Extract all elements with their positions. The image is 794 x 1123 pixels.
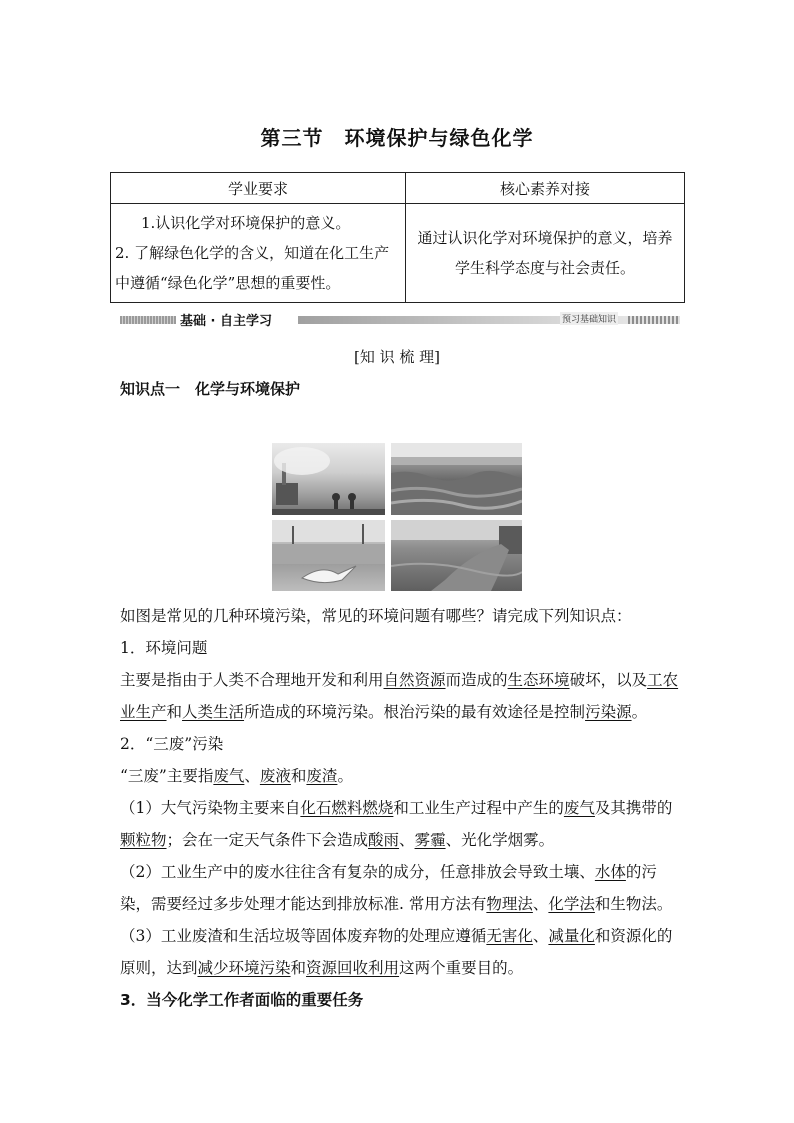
answer-waste-residue: 废渣	[306, 767, 338, 785]
answer-reduce-pollution: 减少环境污染	[197, 959, 291, 977]
core-literacy-cell: 通过认识化学对环境保护的意义，培养学生科学态度与社会责任。	[406, 204, 685, 303]
header-academic-requirements: 学业要求	[111, 173, 406, 204]
text-span: 、	[532, 895, 549, 913]
answer-reduction: 减量化	[548, 927, 595, 945]
heading-environment-problems: 1．环境问题	[120, 639, 208, 657]
paragraph-environment-problems	[120, 664, 680, 728]
text-span: 、	[244, 767, 260, 785]
text-span: 这两个重要目的。	[399, 959, 524, 977]
answer-industrial-agricultural-production: 工农业生产	[120, 671, 679, 721]
answer-chemical-method: 化学法	[548, 895, 595, 913]
requirements-table	[110, 172, 685, 303]
answer-harmless: 无害化	[486, 927, 533, 945]
text-span: 和生物法。	[594, 895, 673, 913]
banner-right-label: 预习基础知识	[560, 312, 618, 325]
answer-human-life: 人类生活	[182, 703, 245, 721]
text-span: 所造成的环境污染。根治污染的最有效途径是控制	[244, 703, 586, 721]
dead-bird-lake-photo	[272, 520, 385, 591]
answer-ecological-environment: 生态环境	[507, 671, 570, 689]
pollution-photo-grid	[272, 443, 522, 591]
answer-fossil-fuel-combustion: 化石燃料燃烧	[300, 799, 394, 817]
answer-waste-gas-2: 废气	[563, 799, 595, 817]
answer-waste-liquid: 废液	[259, 767, 291, 785]
academic-requirements-cell	[111, 204, 406, 303]
text-span: “三废”主要指	[120, 767, 214, 785]
section-subtitle: [知 识 梳 理]	[353, 348, 440, 366]
text-span: 、	[532, 927, 549, 945]
text-span: （3）工业废渣和生活垃圾等固体废弃物的处理应遵循	[120, 927, 487, 945]
text-span: 。	[631, 703, 648, 721]
text-span: 和工业生产过程中产生的	[393, 799, 564, 817]
banner-gradient	[298, 316, 678, 324]
text-span: 和	[290, 767, 307, 785]
section-banner	[120, 312, 680, 328]
text-span: （2）工业生产中的废水往往含有复杂的成分，任意排放会导致土壤、	[120, 863, 595, 881]
text-span: 和资源化的原则，达到	[120, 927, 673, 977]
paragraph-air-pollution	[120, 792, 680, 856]
answer-haze: 雾霾	[414, 831, 446, 849]
banner-right-stripe	[628, 316, 680, 324]
text-span: 、光化学烟雾。	[445, 831, 555, 849]
text-span: 、	[399, 831, 415, 849]
requirement-1: 1.认识化学对环境保护的意义。	[141, 214, 351, 232]
text-span: 和	[166, 703, 183, 721]
paragraph-waste-water	[120, 856, 680, 920]
answer-physical-method: 物理法	[486, 895, 533, 913]
text-span: 破坏，以及	[569, 671, 648, 689]
text-span: 的污染，需要经过多步处理才能达到排放标准. 常用方法有	[120, 863, 657, 913]
answer-water-body: 水体	[594, 863, 626, 881]
answer-particulates: 颗粒物	[120, 831, 167, 849]
banner-left-stripe	[120, 316, 176, 324]
answer-acid-rain: 酸雨	[368, 831, 400, 849]
banner-label: 基础 · 自主学习	[180, 314, 272, 329]
knowledge-point-heading: 知识点一 化学与环境保护	[120, 380, 301, 398]
answer-pollution-source: 污染源	[585, 703, 632, 721]
text-span: 而造成的	[445, 671, 508, 689]
text-span: 和	[290, 959, 307, 977]
answer-resource-recycling: 资源回收利用	[306, 959, 400, 977]
heading-chemist-tasks: 3．当今化学工作者面临的重要任务	[120, 991, 364, 1009]
heading-three-wastes: 2．“三废”污染	[120, 735, 224, 753]
air-pollution-photo	[272, 443, 385, 515]
text-span: 及其携带的	[594, 799, 673, 817]
answer-waste-gas: 废气	[213, 767, 245, 785]
sewage-pipe-photo	[391, 520, 522, 591]
garbage-photo	[391, 443, 522, 515]
paragraph-solid-waste	[120, 920, 680, 984]
paragraph-three-wastes	[120, 760, 680, 792]
header-core-literacy: 核心素养对接	[406, 173, 685, 204]
requirement-2: 2. 了解绿色化学的含义，知道在化工生产中遵循“绿色化学”思想的重要性。	[115, 244, 390, 292]
text-span: 主要是指由于人类不合理地开发和利用	[120, 671, 384, 689]
answer-natural-resources: 自然资源	[383, 671, 446, 689]
page-title: 第三节 环境保护与绿色化学	[260, 126, 534, 150]
intro-question: 如图是常见的几种环境污染，常见的环境问题有哪些？请完成下列知识点：	[120, 607, 632, 625]
text-span: （1）大气污染物主要来自	[120, 799, 301, 817]
text-span: ；会在一定天气条件下会造成	[166, 831, 369, 849]
text-span: 。	[337, 767, 353, 785]
